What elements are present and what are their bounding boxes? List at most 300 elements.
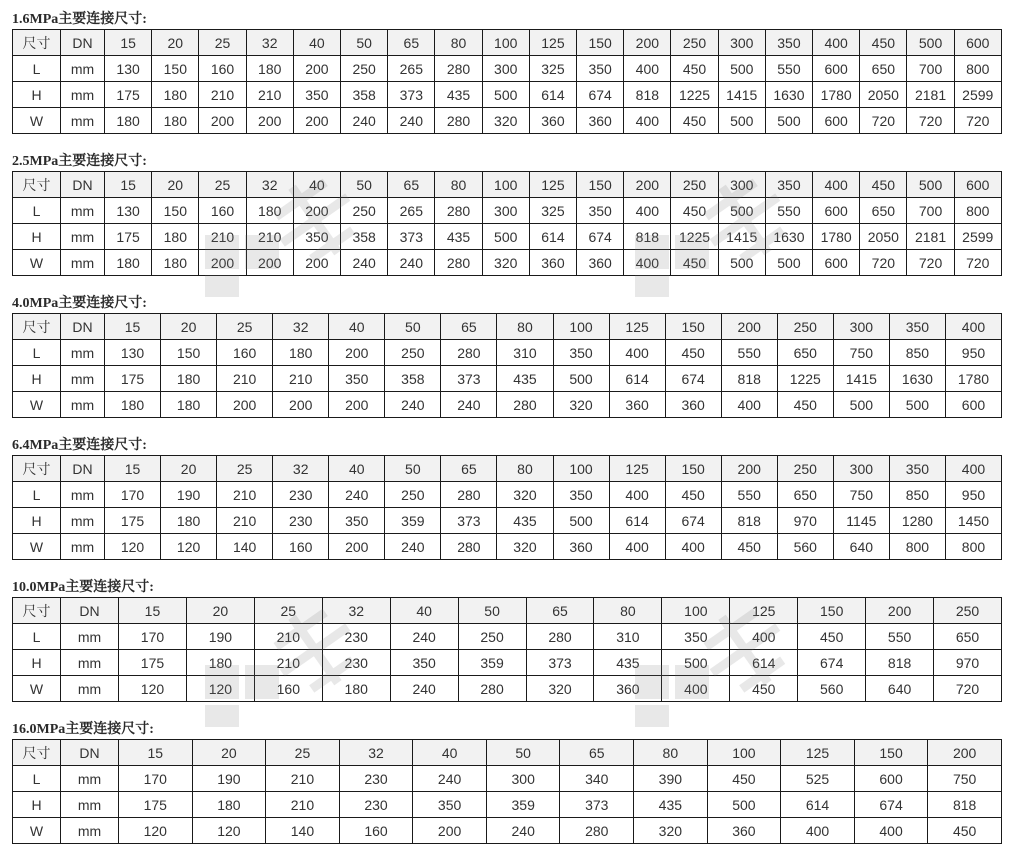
value-cell: 1630 — [765, 82, 812, 108]
row-label-cell: H — [13, 508, 61, 534]
header-cell-dn-value: 25 — [217, 314, 273, 340]
header-cell-size: 尺寸 — [13, 30, 61, 56]
table-header-row — [13, 172, 1002, 198]
unit-cell: mm — [61, 56, 105, 82]
dimension-table — [12, 455, 1002, 560]
value-cell: 325 — [529, 198, 576, 224]
header-cell-dn-value: 40 — [413, 740, 487, 766]
value-cell: 240 — [486, 818, 560, 844]
value-cell: 200 — [293, 250, 340, 276]
dimension-table — [12, 597, 1002, 702]
header-cell-dn-value: 25 — [199, 172, 246, 198]
value-cell: 170 — [119, 766, 193, 792]
header-cell-dn-value: 150 — [798, 598, 866, 624]
value-cell: 240 — [441, 392, 497, 418]
value-cell: 720 — [954, 250, 1001, 276]
value-cell: 1415 — [718, 224, 765, 250]
table-row — [13, 108, 1002, 134]
value-cell: 850 — [889, 482, 945, 508]
value-cell: 350 — [293, 82, 340, 108]
row-label-cell: L — [13, 56, 61, 82]
value-cell: 2599 — [954, 224, 1001, 250]
value-cell: 360 — [577, 250, 624, 276]
value-cell: 400 — [721, 392, 777, 418]
header-cell-dn-value: 500 — [907, 172, 954, 198]
header-cell-dn-value: 15 — [105, 456, 161, 482]
header-cell-dn-value: 25 — [199, 30, 246, 56]
spec-section — [12, 721, 1002, 844]
value-cell: 400 — [662, 676, 730, 702]
value-cell: 400 — [781, 818, 855, 844]
value-cell: 175 — [105, 224, 152, 250]
value-cell: 360 — [553, 534, 609, 560]
value-cell: 650 — [860, 198, 907, 224]
header-cell-dn-value: 250 — [777, 314, 833, 340]
value-cell: 818 — [624, 224, 671, 250]
value-cell: 180 — [246, 56, 293, 82]
header-cell-dn-value: 350 — [889, 456, 945, 482]
value-cell: 400 — [854, 818, 928, 844]
value-cell: 750 — [833, 482, 889, 508]
value-cell: 360 — [529, 108, 576, 134]
value-cell: 600 — [813, 250, 860, 276]
header-cell-dn: DN — [61, 456, 105, 482]
value-cell: 818 — [866, 650, 934, 676]
value-cell: 320 — [553, 392, 609, 418]
value-cell: 240 — [390, 624, 458, 650]
unit-cell: mm — [61, 198, 105, 224]
value-cell: 674 — [577, 224, 624, 250]
header-cell-dn-value: 50 — [385, 314, 441, 340]
header-cell-dn-value: 100 — [553, 456, 609, 482]
header-cell-dn-value: 40 — [329, 314, 385, 340]
value-cell: 2050 — [860, 224, 907, 250]
table-row — [13, 82, 1002, 108]
header-cell-dn-value: 25 — [217, 456, 273, 482]
value-cell: 720 — [907, 108, 954, 134]
dimension-table — [12, 739, 1002, 844]
header-cell-dn-value: 20 — [186, 598, 254, 624]
dimension-table — [12, 171, 1002, 276]
header-cell-dn-value: 200 — [928, 740, 1002, 766]
unit-cell: mm — [61, 624, 119, 650]
value-cell: 180 — [152, 108, 199, 134]
header-cell-dn-value: 40 — [293, 172, 340, 198]
value-cell: 500 — [482, 224, 529, 250]
unit-cell: mm — [61, 82, 105, 108]
value-cell: 180 — [246, 198, 293, 224]
dimension-table — [12, 313, 1002, 418]
value-cell: 550 — [721, 340, 777, 366]
value-cell: 200 — [246, 250, 293, 276]
value-cell: 560 — [777, 534, 833, 560]
header-cell-size: 尺寸 — [13, 314, 61, 340]
value-cell: 175 — [105, 82, 152, 108]
unit-cell: mm — [61, 250, 105, 276]
dimension-table — [12, 29, 1002, 134]
value-cell: 350 — [329, 508, 385, 534]
row-label-cell: W — [13, 534, 61, 560]
value-cell: 240 — [388, 108, 435, 134]
value-cell: 200 — [217, 392, 273, 418]
value-cell: 210 — [217, 508, 273, 534]
value-cell: 350 — [577, 198, 624, 224]
value-cell: 160 — [273, 534, 329, 560]
header-cell-dn-value: 150 — [577, 172, 624, 198]
value-cell: 1630 — [889, 366, 945, 392]
spec-section — [12, 153, 1002, 276]
table-row — [13, 250, 1002, 276]
value-cell: 200 — [273, 392, 329, 418]
header-cell-dn-value: 350 — [889, 314, 945, 340]
spec-section — [12, 295, 1002, 418]
table-row — [13, 198, 1002, 224]
unit-cell: mm — [61, 818, 119, 844]
value-cell: 150 — [152, 198, 199, 224]
value-cell: 1225 — [777, 366, 833, 392]
value-cell: 818 — [721, 366, 777, 392]
row-label-cell: L — [13, 482, 61, 508]
value-cell: 175 — [119, 650, 187, 676]
header-cell-dn-value: 250 — [934, 598, 1002, 624]
header-cell-size: 尺寸 — [13, 172, 61, 198]
header-cell-dn-value: 150 — [854, 740, 928, 766]
value-cell: 450 — [665, 482, 721, 508]
row-label-cell: L — [13, 624, 61, 650]
value-cell: 640 — [866, 676, 934, 702]
unit-cell: mm — [61, 366, 105, 392]
value-cell: 175 — [105, 366, 161, 392]
value-cell: 818 — [721, 508, 777, 534]
header-cell-dn-value: 125 — [781, 740, 855, 766]
value-cell: 175 — [105, 508, 161, 534]
value-cell: 435 — [435, 224, 482, 250]
header-cell-dn: DN — [61, 598, 119, 624]
table-header-row — [13, 314, 1002, 340]
header-cell-dn-value: 125 — [529, 172, 576, 198]
value-cell: 180 — [161, 392, 217, 418]
value-cell: 340 — [560, 766, 634, 792]
value-cell: 320 — [497, 534, 553, 560]
table-header-row — [13, 598, 1002, 624]
value-cell: 450 — [730, 676, 798, 702]
value-cell: 400 — [609, 340, 665, 366]
value-cell: 200 — [293, 56, 340, 82]
value-cell: 320 — [482, 250, 529, 276]
header-cell-dn-value: 20 — [152, 30, 199, 56]
value-cell: 280 — [458, 676, 526, 702]
value-cell: 500 — [553, 508, 609, 534]
value-cell: 190 — [186, 624, 254, 650]
value-cell: 250 — [385, 482, 441, 508]
value-cell: 180 — [161, 508, 217, 534]
value-cell: 614 — [609, 508, 665, 534]
value-cell: 400 — [609, 482, 665, 508]
header-cell-dn-value: 65 — [388, 30, 435, 56]
value-cell: 240 — [385, 534, 441, 560]
value-cell: 600 — [854, 766, 928, 792]
value-cell: 750 — [928, 766, 1002, 792]
value-cell: 970 — [777, 508, 833, 534]
section-title: 10.0MPa主要连接尺寸: — [12, 580, 154, 595]
value-cell: 200 — [293, 108, 340, 134]
value-cell: 130 — [105, 198, 152, 224]
value-cell: 500 — [765, 250, 812, 276]
table-row — [13, 650, 1002, 676]
value-cell: 280 — [435, 108, 482, 134]
value-cell: 818 — [928, 792, 1002, 818]
value-cell: 230 — [339, 792, 413, 818]
value-cell: 120 — [161, 534, 217, 560]
value-cell: 160 — [217, 340, 273, 366]
value-cell: 160 — [199, 56, 246, 82]
value-cell: 614 — [781, 792, 855, 818]
value-cell: 550 — [721, 482, 777, 508]
header-cell-dn-value: 32 — [246, 172, 293, 198]
value-cell: 150 — [161, 340, 217, 366]
value-cell: 1450 — [945, 508, 1001, 534]
header-cell-dn-value: 20 — [192, 740, 266, 766]
value-cell: 180 — [105, 108, 152, 134]
value-cell: 818 — [624, 82, 671, 108]
header-cell-dn-value: 80 — [435, 30, 482, 56]
value-cell: 320 — [634, 818, 708, 844]
value-cell: 325 — [529, 56, 576, 82]
value-cell: 450 — [671, 108, 718, 134]
value-cell: 1630 — [765, 224, 812, 250]
header-cell-dn-value: 125 — [609, 456, 665, 482]
value-cell: 359 — [385, 508, 441, 534]
value-cell: 180 — [152, 82, 199, 108]
value-cell: 280 — [435, 56, 482, 82]
value-cell: 550 — [866, 624, 934, 650]
header-cell-dn-value: 200 — [624, 30, 671, 56]
value-cell: 525 — [781, 766, 855, 792]
value-cell: 180 — [322, 676, 390, 702]
unit-cell: mm — [61, 650, 119, 676]
value-cell: 720 — [954, 108, 1001, 134]
header-cell-dn-value: 400 — [813, 30, 860, 56]
value-cell: 180 — [186, 650, 254, 676]
header-cell-dn-value: 32 — [273, 314, 329, 340]
header-cell-dn-value: 15 — [105, 314, 161, 340]
value-cell: 450 — [777, 392, 833, 418]
row-label-cell: L — [13, 340, 61, 366]
value-cell: 435 — [497, 508, 553, 534]
value-cell: 560 — [798, 676, 866, 702]
value-cell: 400 — [624, 250, 671, 276]
value-cell: 650 — [934, 624, 1002, 650]
header-cell-dn-value: 80 — [435, 172, 482, 198]
header-cell-dn-value: 65 — [388, 172, 435, 198]
unit-cell: mm — [61, 508, 105, 534]
value-cell: 280 — [435, 198, 482, 224]
header-cell-dn-value: 80 — [497, 314, 553, 340]
header-cell-dn-value: 125 — [529, 30, 576, 56]
value-cell: 720 — [860, 250, 907, 276]
value-cell: 2181 — [907, 82, 954, 108]
row-label-cell: W — [13, 392, 61, 418]
row-label-cell: W — [13, 108, 61, 134]
value-cell: 210 — [273, 366, 329, 392]
header-cell-dn-value: 100 — [662, 598, 730, 624]
header-cell-dn-value: 200 — [866, 598, 934, 624]
value-cell: 240 — [388, 250, 435, 276]
spec-section — [12, 579, 1002, 702]
value-cell: 450 — [721, 534, 777, 560]
table-header-row — [13, 456, 1002, 482]
header-cell-dn-value: 15 — [119, 598, 187, 624]
value-cell: 373 — [560, 792, 634, 818]
header-cell-dn-value: 32 — [339, 740, 413, 766]
header-cell-size: 尺寸 — [13, 740, 61, 766]
value-cell: 400 — [624, 56, 671, 82]
value-cell: 674 — [577, 82, 624, 108]
header-cell-dn-value: 450 — [860, 30, 907, 56]
value-cell: 310 — [594, 624, 662, 650]
unit-cell: mm — [61, 108, 105, 134]
row-label-cell: H — [13, 224, 61, 250]
header-cell-dn-value: 125 — [609, 314, 665, 340]
value-cell: 750 — [833, 340, 889, 366]
header-cell-dn-value: 80 — [594, 598, 662, 624]
value-cell: 640 — [833, 534, 889, 560]
unit-cell: mm — [61, 340, 105, 366]
value-cell: 970 — [934, 650, 1002, 676]
header-cell-dn-value: 300 — [718, 30, 765, 56]
value-cell: 720 — [907, 250, 954, 276]
header-cell-dn-value: 32 — [273, 456, 329, 482]
header-cell-dn-value: 500 — [907, 30, 954, 56]
value-cell: 500 — [662, 650, 730, 676]
spec-section — [12, 437, 1002, 560]
value-cell: 180 — [152, 224, 199, 250]
value-cell: 190 — [161, 482, 217, 508]
value-cell: 240 — [341, 108, 388, 134]
value-cell: 180 — [273, 340, 329, 366]
section-title: 4.0MPa主要连接尺寸: — [12, 296, 147, 311]
value-cell: 230 — [273, 482, 329, 508]
value-cell: 250 — [341, 198, 388, 224]
table-row — [13, 366, 1002, 392]
value-cell: 210 — [246, 82, 293, 108]
value-cell: 280 — [441, 340, 497, 366]
value-cell: 120 — [119, 818, 193, 844]
value-cell: 320 — [497, 482, 553, 508]
header-cell-dn-value: 50 — [385, 456, 441, 482]
value-cell: 614 — [529, 82, 576, 108]
value-cell: 720 — [860, 108, 907, 134]
value-cell: 950 — [945, 340, 1001, 366]
value-cell: 320 — [482, 108, 529, 134]
header-cell-dn-value: 32 — [246, 30, 293, 56]
value-cell: 500 — [482, 82, 529, 108]
value-cell: 435 — [497, 366, 553, 392]
unit-cell: mm — [61, 766, 119, 792]
value-cell: 800 — [954, 198, 1001, 224]
value-cell: 450 — [665, 340, 721, 366]
value-cell: 674 — [854, 792, 928, 818]
value-cell: 1225 — [671, 224, 718, 250]
table-row — [13, 624, 1002, 650]
value-cell: 210 — [199, 82, 246, 108]
value-cell: 800 — [945, 534, 1001, 560]
unit-cell: mm — [61, 676, 119, 702]
header-cell-dn-value: 250 — [777, 456, 833, 482]
value-cell: 614 — [529, 224, 576, 250]
value-cell: 230 — [322, 624, 390, 650]
value-cell: 210 — [199, 224, 246, 250]
value-cell: 1780 — [813, 224, 860, 250]
value-cell: 350 — [662, 624, 730, 650]
value-cell: 359 — [458, 650, 526, 676]
header-cell-dn-value: 15 — [105, 30, 152, 56]
value-cell: 300 — [482, 56, 529, 82]
value-cell: 614 — [730, 650, 798, 676]
value-cell: 265 — [388, 56, 435, 82]
value-cell: 435 — [435, 82, 482, 108]
value-cell: 600 — [945, 392, 1001, 418]
unit-cell: mm — [61, 224, 105, 250]
header-cell-dn-value: 100 — [482, 172, 529, 198]
header-cell-dn-value: 80 — [497, 456, 553, 482]
value-cell: 500 — [718, 56, 765, 82]
header-cell-dn-value: 25 — [254, 598, 322, 624]
value-cell: 358 — [341, 82, 388, 108]
header-cell-dn-value: 300 — [833, 456, 889, 482]
value-cell: 170 — [119, 624, 187, 650]
value-cell: 130 — [105, 340, 161, 366]
value-cell: 1415 — [833, 366, 889, 392]
section-title: 16.0MPa主要连接尺寸: — [12, 722, 154, 737]
value-cell: 500 — [553, 366, 609, 392]
table-row — [13, 224, 1002, 250]
value-cell: 180 — [105, 250, 152, 276]
header-cell-dn-value: 600 — [954, 30, 1001, 56]
value-cell: 180 — [105, 392, 161, 418]
row-label-cell: L — [13, 198, 61, 224]
unit-cell: mm — [61, 792, 119, 818]
header-cell-dn-value: 50 — [486, 740, 560, 766]
value-cell: 350 — [553, 482, 609, 508]
value-cell: 160 — [199, 198, 246, 224]
header-cell-dn: DN — [61, 30, 105, 56]
value-cell: 500 — [718, 250, 765, 276]
header-cell-dn-value: 20 — [161, 456, 217, 482]
header-cell-dn-value: 400 — [945, 314, 1001, 340]
value-cell: 210 — [266, 792, 340, 818]
section-title: 2.5MPa主要连接尺寸: — [12, 154, 147, 169]
value-cell: 280 — [441, 534, 497, 560]
value-cell: 120 — [105, 534, 161, 560]
value-cell: 350 — [413, 792, 487, 818]
value-cell: 600 — [813, 198, 860, 224]
value-cell: 200 — [329, 340, 385, 366]
value-cell: 210 — [254, 650, 322, 676]
header-cell-dn-value: 50 — [341, 172, 388, 198]
header-cell-dn-value: 150 — [665, 456, 721, 482]
value-cell: 310 — [497, 340, 553, 366]
header-cell-dn-value: 100 — [553, 314, 609, 340]
header-cell-dn-value: 15 — [105, 172, 152, 198]
header-cell-dn-value: 350 — [765, 172, 812, 198]
header-cell-size: 尺寸 — [13, 456, 61, 482]
header-cell-dn-value: 450 — [860, 172, 907, 198]
header-cell-dn-value: 40 — [293, 30, 340, 56]
value-cell: 600 — [813, 56, 860, 82]
header-cell-dn-value: 100 — [482, 30, 529, 56]
value-cell: 500 — [707, 792, 781, 818]
